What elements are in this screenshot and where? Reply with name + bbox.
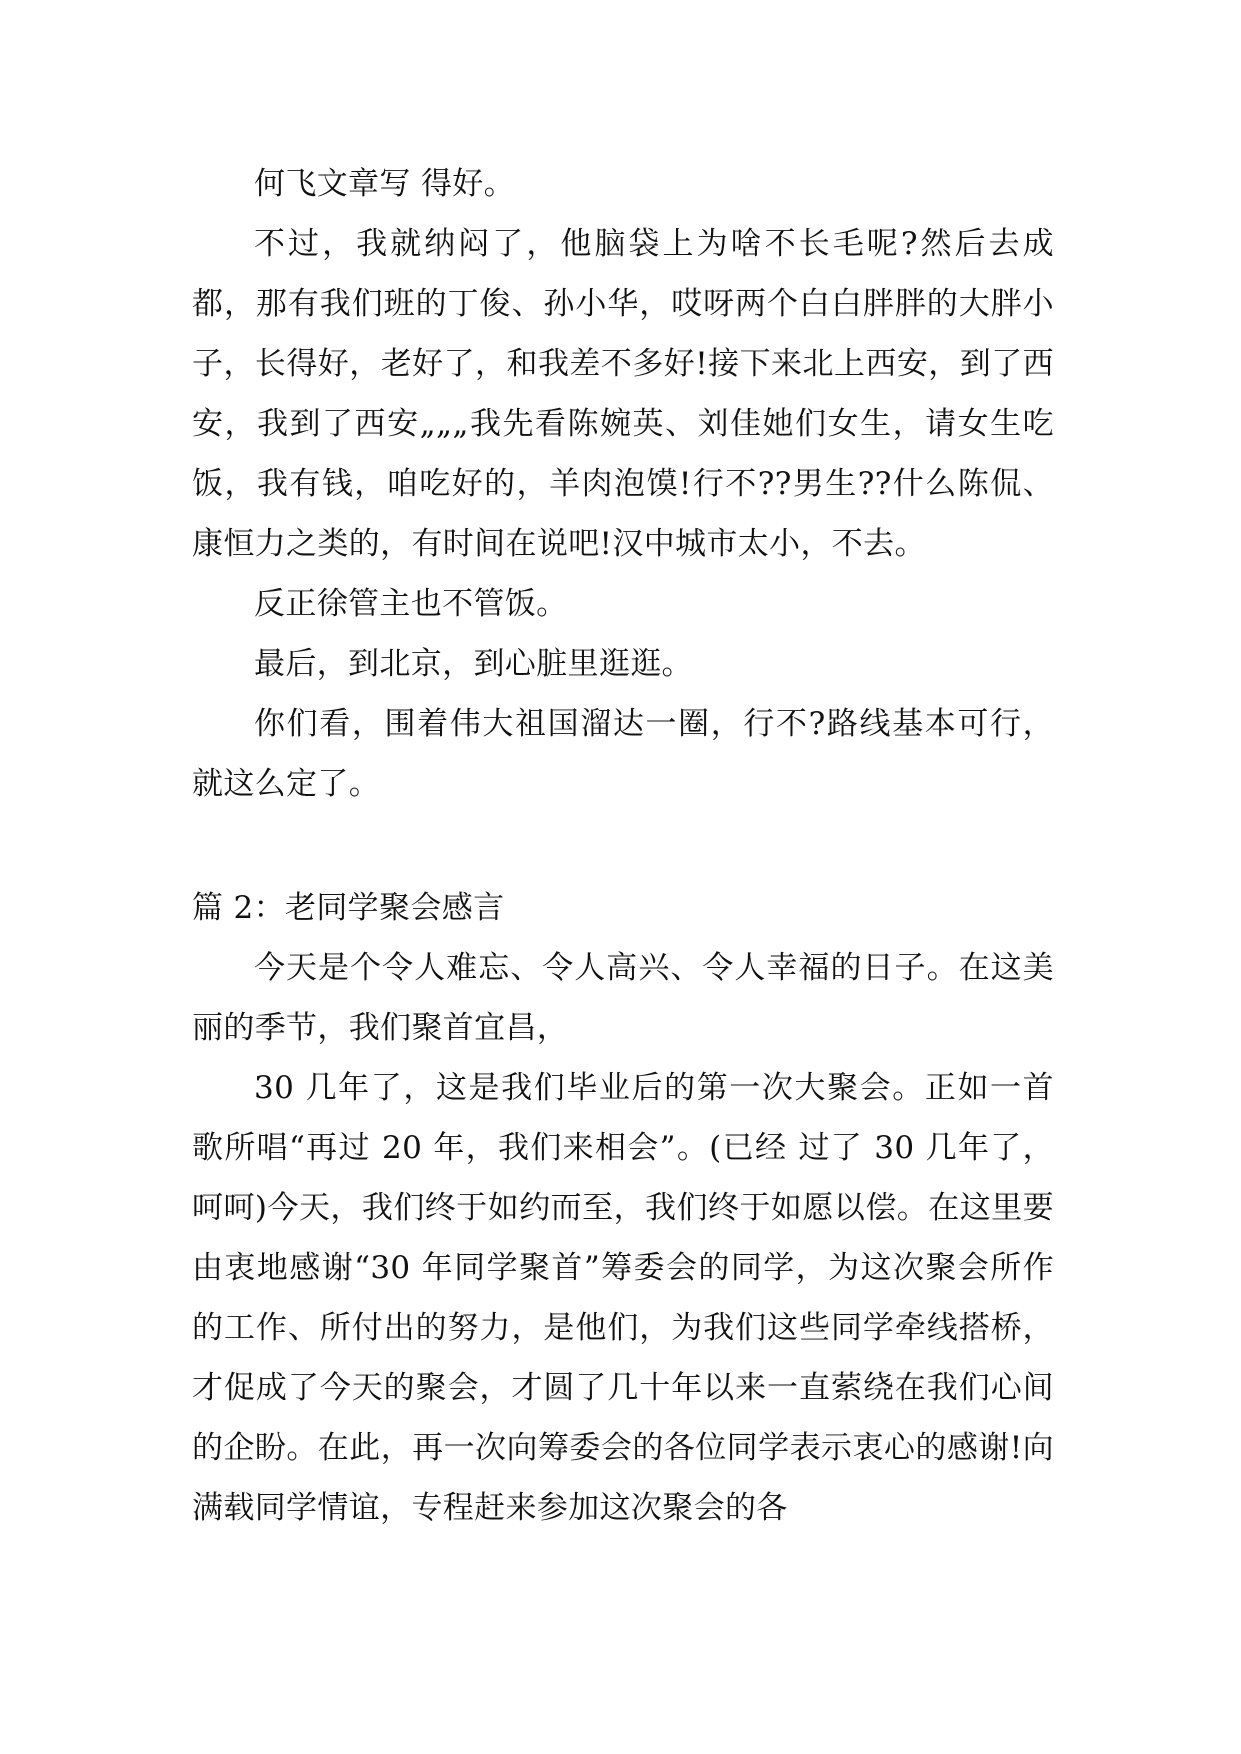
paragraph: 你们看，围着伟大祖国溜达一圈，行不?路线基本可行，就这么定了。 bbox=[192, 706, 1054, 802]
paragraph: 今天是个令人难忘、令人高兴、令人幸福的日子。在这美丽的季节，我们聚首宜昌， bbox=[192, 950, 1054, 1046]
paragraph: 30 几年了，这是我们毕业后的第一次大聚会。正如一首歌所唱“再过 20 年，我们来相会”。(已经 过了 30 几年了，呵呵)今天，我们终于如约而至，我们终于如愿以偿。在这里要由衷地感谢“30 年同学聚首”筹委会的同学，为这次聚会所作的工作、所付出的努力，是他们，为我们这些同学牵线搭桥，才促成了今天的聚会，才圆了几十年以来一直萦绕在我们心间的企盼。在此，再一次向筹委会的各位同学表示衷心的感谢!向满载同学情谊，专程赶来参加这次聚会的各 bbox=[192, 1070, 1054, 1526]
paragraph: 何飞文章写 得好。 bbox=[254, 166, 516, 202]
document-body bbox=[192, 154, 1054, 1538]
section-spacer bbox=[192, 814, 1054, 878]
section-heading: 篇 2：老同学聚会感言 bbox=[192, 890, 505, 926]
paragraph: 不过，我就纳闷了，他脑袋上为啥不长毛呢?然后去成都，那有我们班的丁俊、孙小华，哎呀两个白白胖胖的大胖小子，长得好，老好了，和我差不多好!接下来北上西安，到了西安，我到了西安„„„我先看陈婉英、刘佳她们女生，请女生吃饭，我有钱，咱吃好的，羊肉泡馍!行不??男生??什么陈侃、康恒力之类的，有时间在说吧!汉中城市太小，不去。 bbox=[192, 226, 1054, 562]
paragraph: 反正徐管主也不管饭。 bbox=[254, 586, 568, 622]
paragraph: 最后，到北京，到心脏里逛逛。 bbox=[254, 646, 693, 682]
